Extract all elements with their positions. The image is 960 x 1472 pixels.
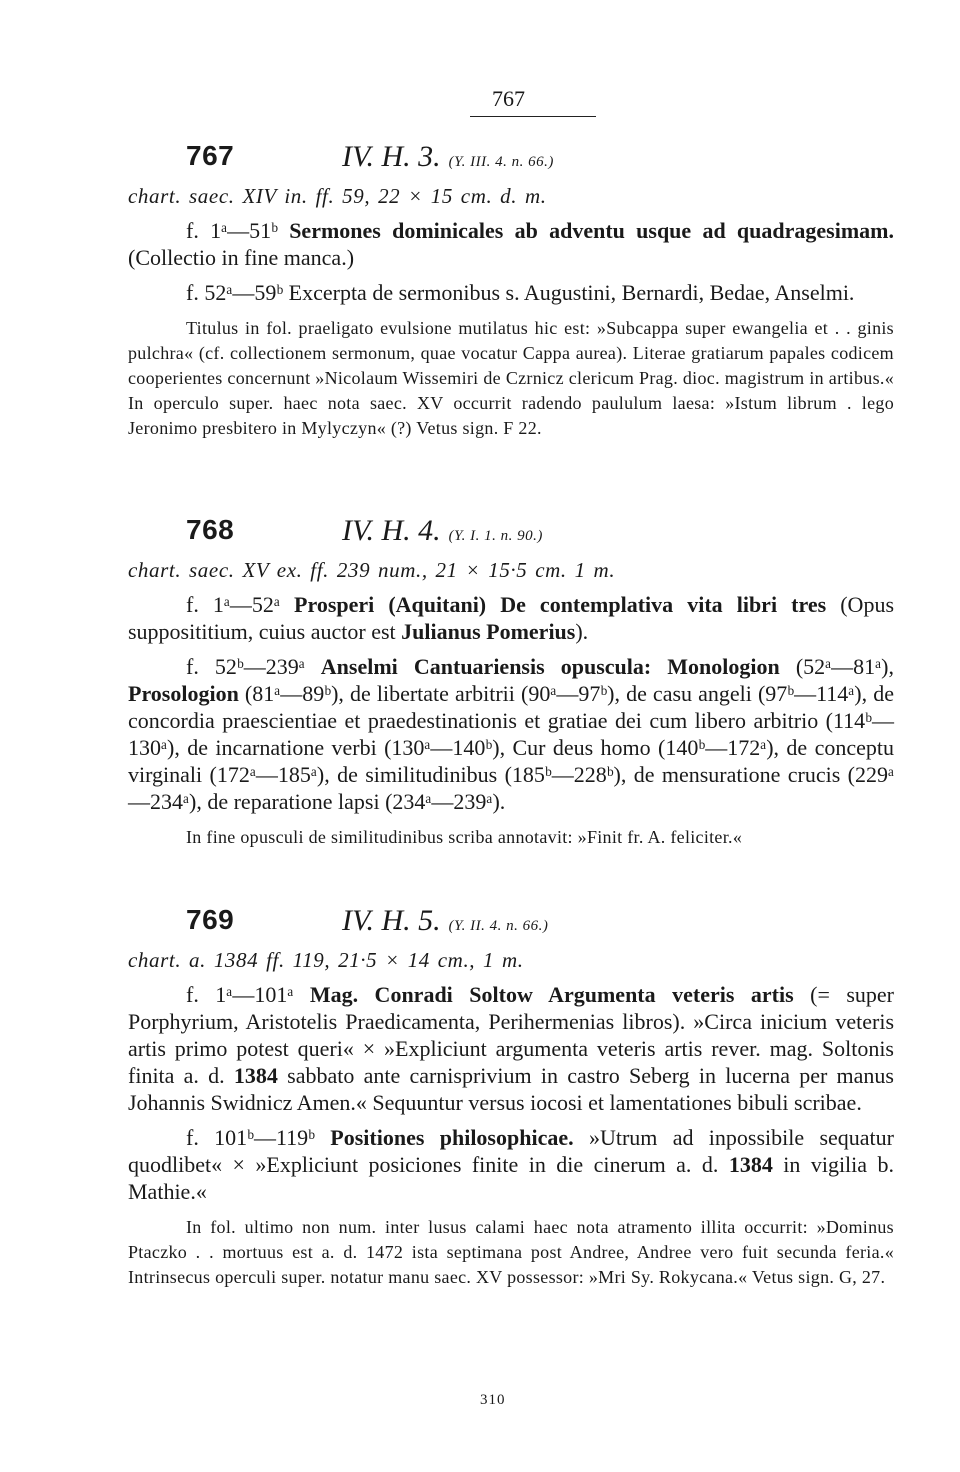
entry-heading bbox=[128, 140, 894, 180]
item-title: Positiones philosophicae. bbox=[330, 1125, 574, 1150]
item-text: »Utrum ad inpossibile sequatur quodlibet« × »Expliciunt posiciones finite in die cinerum a. d. bbox=[128, 1125, 894, 1177]
old-signature: (Y. II. 4. n. 66.) bbox=[448, 918, 549, 934]
entry-number: 767 bbox=[186, 140, 235, 171]
item-text: (Collectio in fine manca.) bbox=[128, 245, 355, 270]
item-text: f. 52ᵃ—59ᵇ Excerpta de sermonibus s. Augustini, Bernardi, Bedae, Anselmi. bbox=[186, 280, 855, 305]
entry-769 bbox=[128, 904, 894, 1290]
content-item bbox=[128, 279, 894, 306]
entry-number: 768 bbox=[186, 514, 235, 545]
item-year: 1384 bbox=[233, 1063, 278, 1088]
entry-heading bbox=[128, 904, 894, 944]
item-author: Julianus Pomerius bbox=[401, 619, 576, 644]
folio-range: f. 101ᵇ—119ᵇ bbox=[186, 1125, 331, 1150]
content-item bbox=[128, 591, 894, 645]
item-text: in vigilia b. Mathie.« bbox=[128, 1152, 894, 1204]
entry-number: 769 bbox=[186, 904, 235, 935]
shelfmark-text: IV. H. 3. bbox=[342, 140, 441, 173]
content-item bbox=[128, 1124, 894, 1205]
item-title: Anselmi Cantuariensis opuscula: Monologion bbox=[320, 654, 780, 679]
content-item bbox=[128, 217, 894, 271]
shelfmark bbox=[342, 140, 554, 174]
entry-768 bbox=[128, 514, 894, 850]
item-title: Prosperi (Aquitani) De contemplativa vita libri tres bbox=[294, 592, 827, 617]
item-text: ). bbox=[575, 619, 589, 644]
entry-note: In fol. ultimo non num. inter lusus calami haec nota atramento illita occurrit: »Dominus Ptaczko . . mortuus est a. d. 1472 ista septimana post Andree, Andree vero fuit secunda feria.« Intrinsecus operculi super. notatur manu saec. XV possessor: »Mri Sy. Rokycana.« Vetus sign. G, 27. bbox=[128, 1217, 894, 1287]
content-item bbox=[128, 653, 894, 815]
item-text: (= super Porphyrium, Aristotelis Praedicamenta, Perihermenias libros). »Circa inicium veteris artis primo potest queri« × »Expliciunt argumenta veteris artis rever. mag. Soltonis finita a. d. bbox=[128, 982, 894, 1088]
folio-range: f. 1ᵃ—101ᵃ bbox=[186, 982, 310, 1007]
item-text: (52ᵃ—81ᵃ), bbox=[779, 654, 895, 679]
item-text: sabbato ante carnisprivium in castro Seberg in lucerna per manus Johannis Swidnicz Amen.« Sequuntur versus iocosi et lamentationes bibuli scribae. bbox=[128, 1063, 894, 1115]
page-number: 310 bbox=[480, 1392, 506, 1408]
item-year: 1384 bbox=[728, 1152, 773, 1177]
item-title: Prosologion bbox=[128, 681, 239, 706]
physical-description: chart. a. 1384 ff. 119, 21·5 × 14 cm., 1 m. bbox=[128, 948, 524, 972]
old-signature: (Y. III. 4. n. 66.) bbox=[448, 154, 554, 170]
folio-range: f. 1ᵃ—51ᵇ bbox=[186, 218, 290, 243]
entry-note: In fine opusculi de similitudinibus scriba annotavit: »Finit fr. A. feliciter.« bbox=[186, 827, 743, 847]
item-text: (Opus supposititium, cuius auctor est bbox=[128, 592, 895, 644]
running-head: 767 bbox=[470, 86, 596, 117]
shelfmark-text: IV. H. 4. bbox=[342, 514, 441, 547]
physical-description: chart. saec. XV ex. ff. 239 num., 21 × 15·5 cm. 1 m. bbox=[128, 558, 616, 582]
entry-note: Titulus in fol. praeligato evulsione mutilatus hic est: »Subcappa super ewangelia et . . ginis pulchra« (cf. collectionem sermonum, quae vocatur Cappa aurea). Literae gratiarum papales codicem cooperientes concernunt »Nicolaum Wissemiri de Czrnicz clericum Prag. dioc. magistrum in artibus.« In operculo super. haec nota saec. XV occurrit radendo paululum laesa: »Istum librum . lego Jeronimo presbitero in Mylyczyn« (?) Vetus sign. F 22. bbox=[128, 318, 894, 438]
content-item bbox=[128, 981, 894, 1116]
old-signature: (Y. I. 1. n. 90.) bbox=[448, 528, 543, 544]
folio-range: f. 52ᵇ—239ᵃ bbox=[186, 654, 321, 679]
shelfmark bbox=[342, 514, 543, 548]
item-title: Sermones dominicales ab adventu usque ad quadragesimam. bbox=[289, 218, 894, 243]
item-text: (81ᵃ—89ᵇ), de libertate arbitrii (90ᵃ—97ᵇ), de casu angeli (97ᵇ—114ᵃ), de concordia praescientiae et praedestinationis et gratiae dei cum libero arbitrio (114ᵇ—130ᵃ), de incarnatione verbi (130ᵃ—140ᵇ), Cur deus homo (140ᵇ—172ᵃ), de conceptu virginali (172ᵃ—185ᵃ), de similitudinibus (185ᵇ—228ᵇ), de mensuratione crucis (229ᵃ—234ᵃ), de reparatione lapsi (234ᵃ—239ᵃ). bbox=[128, 681, 894, 814]
shelfmark bbox=[342, 904, 548, 938]
physical-description: chart. saec. XIV in. ff. 59, 22 × 15 cm. d. m. bbox=[128, 184, 547, 208]
entry-767 bbox=[128, 140, 894, 441]
entry-heading bbox=[128, 514, 894, 554]
folio-range: f. 1ᵃ—52ᵃ bbox=[186, 592, 295, 617]
shelfmark-text: IV. H. 5. bbox=[342, 904, 441, 937]
item-title: Mag. Conradi Soltow Argumenta veteris artis bbox=[309, 982, 794, 1007]
